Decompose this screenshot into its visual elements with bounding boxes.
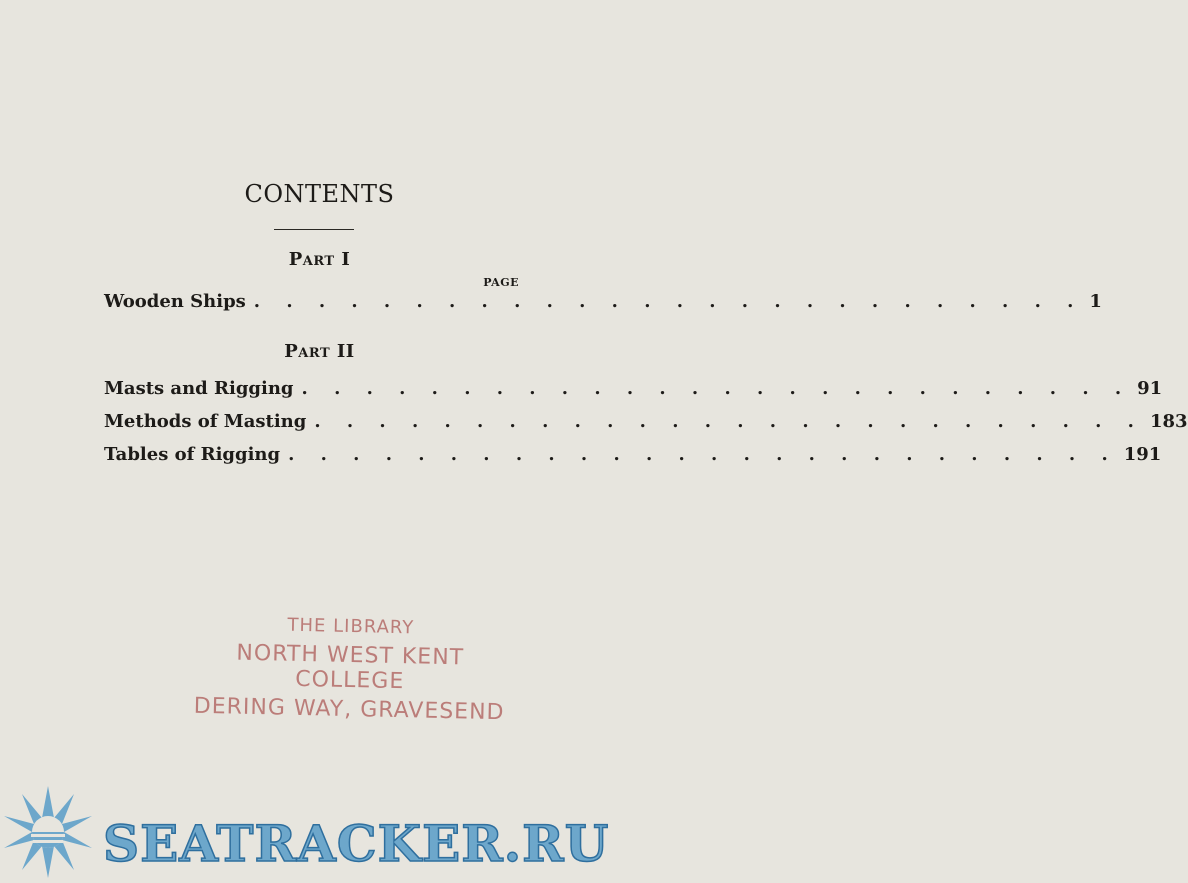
stamp-line-1: THE LIBRARY (287, 614, 415, 639)
stamp-line-3: DERING WAY, GRAVESEND (193, 693, 505, 726)
toc-entry-title: Wooden Ships (104, 291, 246, 312)
toc-entry-masts-and-rigging (104, 378, 1163, 402)
title-divider (274, 229, 354, 230)
page-column-label: PAGE (483, 276, 519, 289)
watermark-text: SEATRACKER.RU (103, 814, 610, 873)
toc-leader-dots: . . . . . . . . . . . . . . . . . . . . . . . . . . (253, 291, 1084, 312)
toc-entry-title: Methods of Masting (104, 411, 307, 432)
stamp-line-2: NORTH WEST KENT COLLEGE (236, 640, 465, 695)
toc-entry-title: Masts and Rigging (104, 378, 294, 399)
toc-leader-dots: . . . . . . . . . . . . . . . . . . . . . . . . . . (314, 411, 1144, 432)
toc-entry-methods-of-masting (104, 411, 1188, 435)
sunburst-icon (4, 786, 92, 878)
toc-entry-page: 191 (1123, 444, 1162, 465)
toc-entry-tables-of-rigging (104, 444, 1162, 468)
toc-leader-dots: . . . . . . . . . . . . . . . . . . . . . . . . . . (288, 444, 1118, 465)
page-title: CONTENTS (244, 180, 395, 208)
toc-entry-page: 1 (1089, 291, 1102, 312)
library-stamp (184, 613, 516, 726)
toc-entry-page: 183 (1149, 411, 1188, 432)
toc-entry-title: Tables of Rigging (104, 444, 281, 465)
part-2-heading: Part II (284, 341, 355, 362)
toc-leader-dots: . . . . . . . . . . . . . . . . . . . . . . . . . . (301, 378, 1132, 399)
toc-entry-page: 91 (1137, 378, 1163, 399)
part-1-heading: Part I (288, 249, 351, 270)
toc-entry-wooden-ships (104, 291, 1102, 315)
